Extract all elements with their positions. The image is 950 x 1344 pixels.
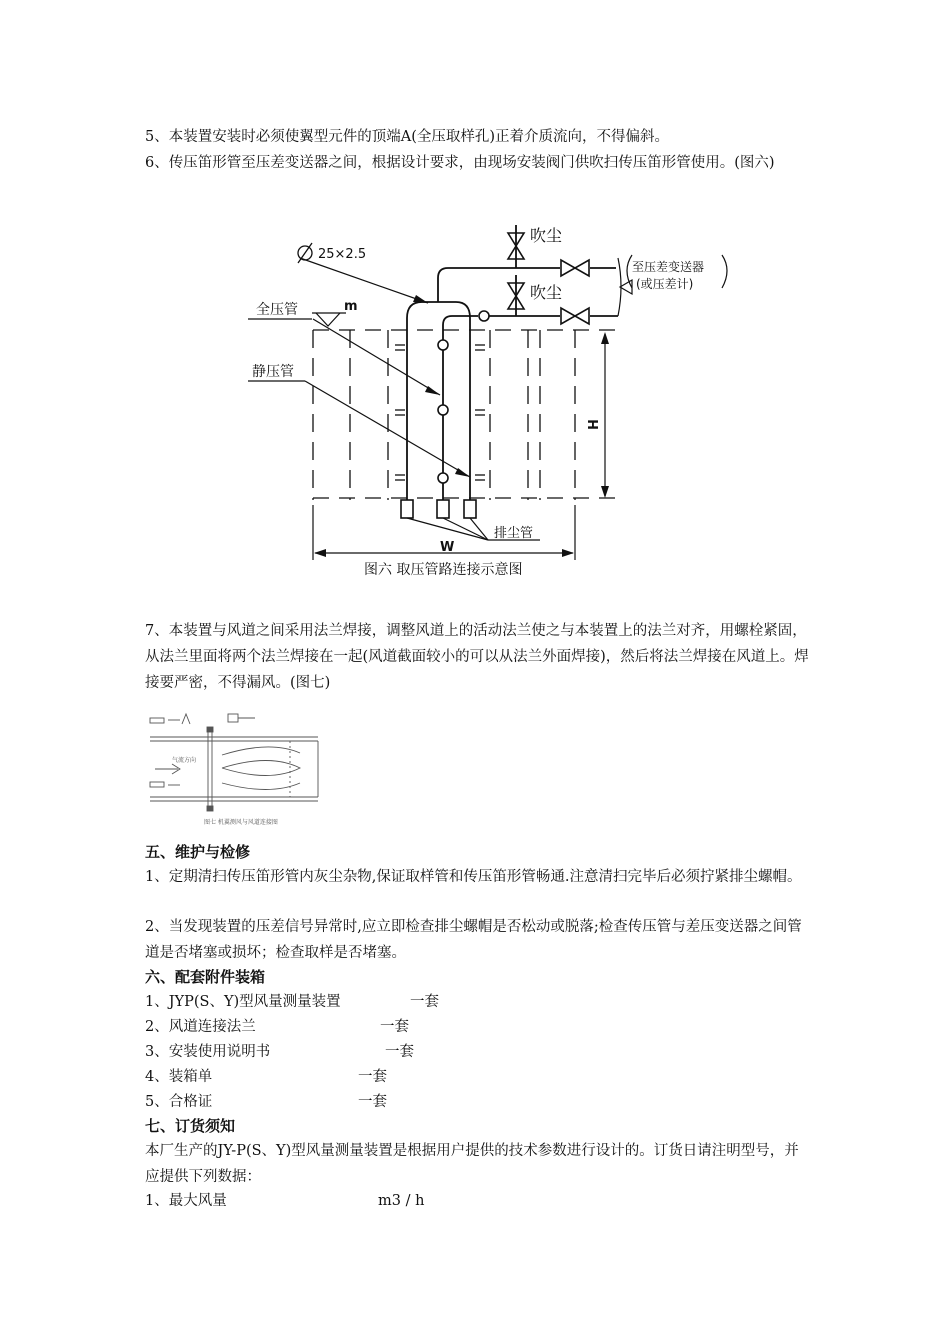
valve-lower bbox=[561, 308, 589, 324]
order-item-unit: m3 / h bbox=[378, 1193, 425, 1209]
static-pressure-label: 静压管 bbox=[252, 364, 294, 380]
order-item-1 bbox=[145, 1188, 425, 1214]
figure-6-diagram bbox=[240, 215, 740, 585]
packing-item-1 bbox=[145, 989, 439, 1015]
blow-label-2: 吹尘 bbox=[530, 283, 563, 302]
paragraph-7: 7、本装置与风道之间采用法兰焊接，调整风道上的活动法兰使之与本装置上的法兰对齐，用螺栓紧固，从法兰里面将两个法兰焊接在一起(风道截面较小的可以从法兰外面焊接)，然后将法兰焊接在风道上。焊接要严密，不得漏风。(图七) bbox=[145, 623, 809, 691]
section-5-item-1: 1、定期清扫传压笛形管内灰尘杂物,保证取样管和传压笛形管畅通.注意清扫完毕后必须拧紧排尘螺帽。 bbox=[145, 869, 802, 885]
blow-label-1: 吹尘 bbox=[530, 226, 563, 245]
packing-item-2 bbox=[145, 1014, 409, 1040]
or-gauge-label: (或压差计) bbox=[636, 277, 694, 291]
h-label: H bbox=[587, 419, 602, 430]
paragraph-6: 6、传压笛形管至压差变送器之间，根据设计要求，由现场安装阀门供吹扫传压笛形管使用。(图六) bbox=[145, 155, 775, 171]
packing-item-qty: 一套 bbox=[410, 994, 439, 1010]
total-pressure-label: 全压管 bbox=[256, 302, 298, 318]
valve-upper bbox=[561, 260, 589, 276]
drain-cap-2 bbox=[437, 500, 449, 518]
packing-item-5 bbox=[145, 1089, 387, 1115]
dimension-label: 25×2.5 bbox=[318, 247, 367, 262]
to-transmitter-label: 至压差变送器 bbox=[632, 260, 705, 274]
packing-item-name: 4、装箱单 bbox=[145, 1069, 213, 1085]
order-item-name: 1、最大风量 bbox=[145, 1193, 227, 1209]
w-label: W bbox=[440, 540, 455, 555]
packing-item-qty: 一套 bbox=[385, 1044, 414, 1060]
section-7-intro: 本厂生产的JY-P(S、Y)型风量测量装置是根据用户提供的技术参数进行设计的。订货日请注明型号，并应提供下列数据： bbox=[145, 1143, 799, 1185]
packing-item-name: 5、合格证 bbox=[145, 1094, 213, 1110]
packing-item-name: 3、安装使用说明书 bbox=[145, 1044, 271, 1060]
packing-item-qty: 一套 bbox=[358, 1069, 387, 1085]
section-5-item-2: 2、当发现装置的压差信号异常时,应立即检查排尘螺帽是否松动或脱落;检查传压管与差压变送器之间管道是否堵塞或损坏；检查取样是否堵塞。 bbox=[145, 919, 802, 961]
m-label: m bbox=[344, 299, 358, 314]
drain-cap-1 bbox=[401, 500, 413, 518]
packing-item-name: 1、JYP(S、Y)型风量测量装置 bbox=[145, 994, 341, 1010]
figure-7-caption: 图七 机翼测风与风道连接图 bbox=[204, 819, 278, 826]
packing-item-qty: 一套 bbox=[380, 1019, 409, 1035]
section-7-title: 七、订货须知 bbox=[145, 1117, 236, 1135]
packing-item-name: 2、风道连接法兰 bbox=[145, 1019, 256, 1035]
flow-direction-label: 气流方向 bbox=[172, 757, 197, 764]
figure-6-caption: 图六 取压管路连接示意图 bbox=[364, 562, 523, 578]
section-5-title: 五、维护与检修 bbox=[145, 843, 251, 861]
drain-cap-3 bbox=[464, 500, 476, 518]
packing-item-4 bbox=[145, 1064, 387, 1090]
packing-item-3 bbox=[145, 1039, 414, 1065]
figure-7-diagram bbox=[145, 710, 325, 835]
drain-label: 排尘管 bbox=[494, 526, 534, 541]
section-6-title: 六、配套附件装箱 bbox=[145, 968, 266, 986]
packing-item-qty: 一套 bbox=[358, 1094, 387, 1110]
paragraph-5: 5、本装置安装时必须使翼型元件的顶端A(全压取样孔)正着介质流向，不得偏斜。 bbox=[145, 129, 670, 145]
